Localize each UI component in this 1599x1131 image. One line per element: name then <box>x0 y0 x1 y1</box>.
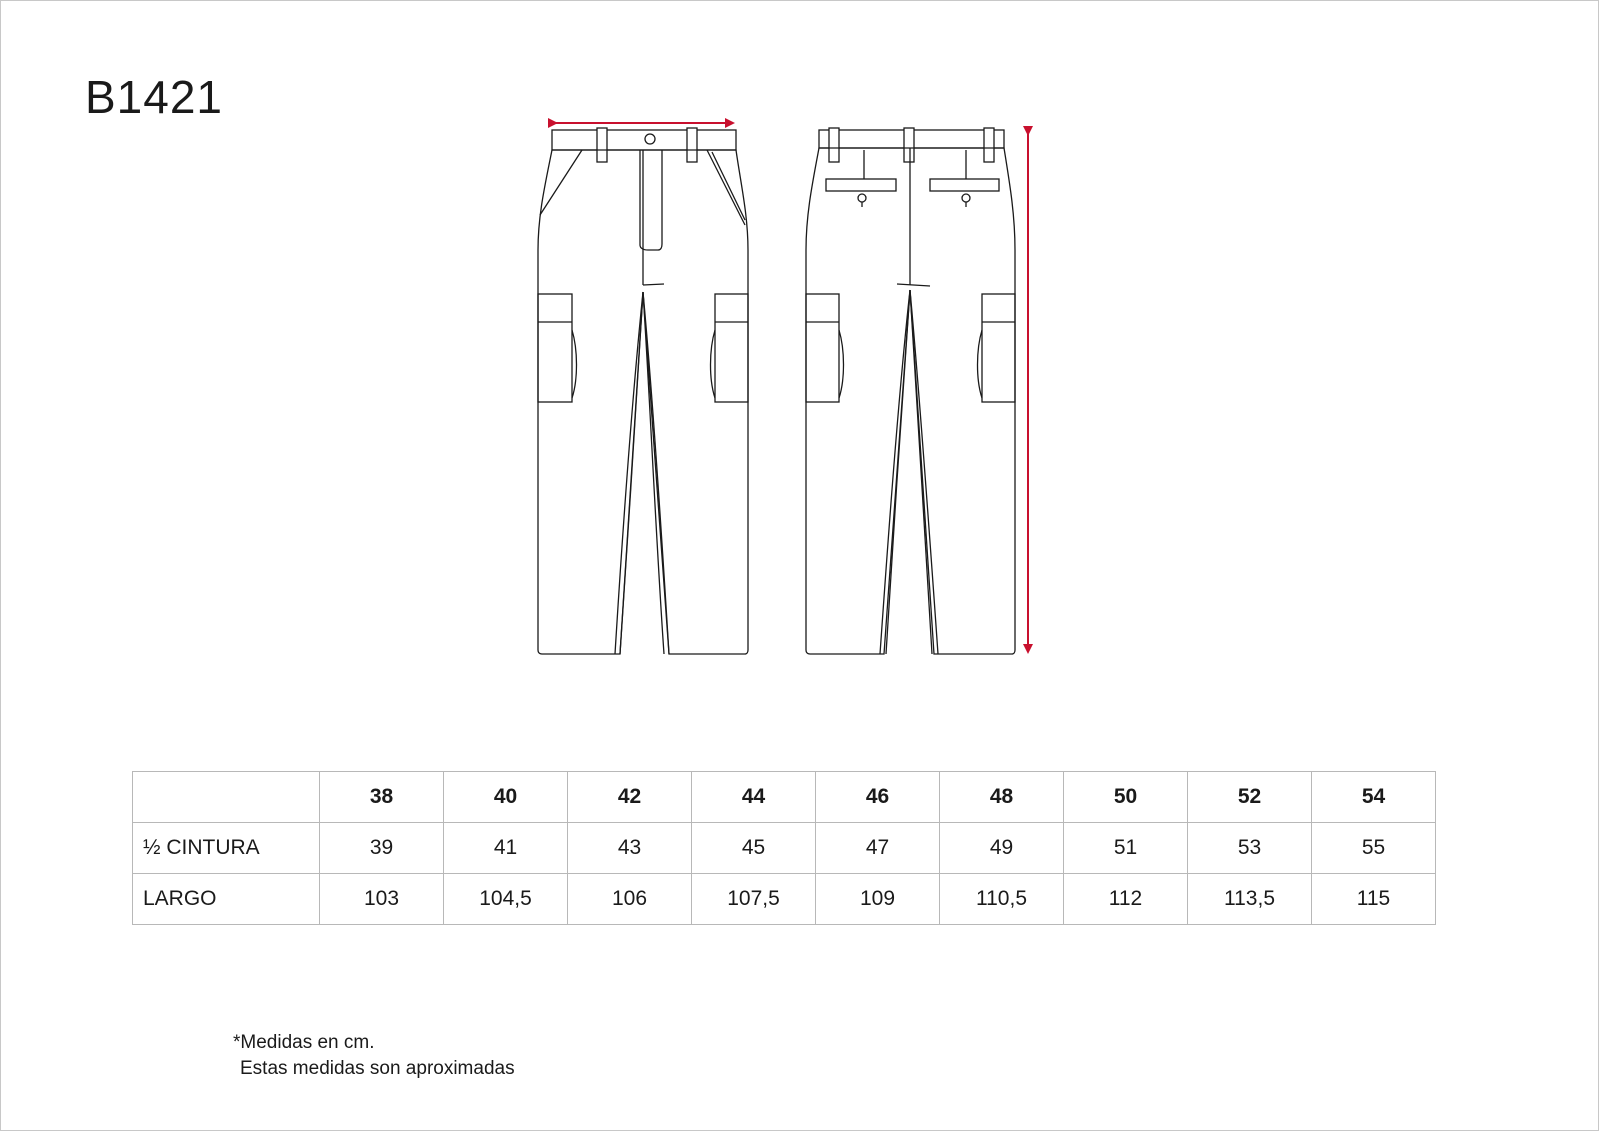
size-header: 52 <box>1188 772 1312 823</box>
front-pocket-left <box>540 150 582 215</box>
table-cell: 45 <box>692 823 816 874</box>
size-header: 50 <box>1064 772 1188 823</box>
back-cargo-pocket-left <box>806 294 839 402</box>
cargo-pocket-right <box>715 294 748 402</box>
table-cell: 106 <box>568 874 692 925</box>
back-cargo-pocket-right <box>982 294 1015 402</box>
belt-loop <box>829 128 839 162</box>
units-note: *Medidas en cm. <box>233 1032 375 1053</box>
table-cell: 53 <box>1188 823 1312 874</box>
size-header: 40 <box>444 772 568 823</box>
table-cell: 104,5 <box>444 874 568 925</box>
row-label: LARGO <box>133 874 320 925</box>
table-cell: 107,5 <box>692 874 816 925</box>
belt-loop <box>597 128 607 162</box>
row-label: ½ CINTURA <box>133 823 320 874</box>
cargo-pocket-left <box>538 294 572 402</box>
size-header: 46 <box>816 772 940 823</box>
table-cell: 110,5 <box>940 874 1064 925</box>
table-cell: 115 <box>1312 874 1436 925</box>
table-cell: 47 <box>816 823 940 874</box>
back-welt-pocket-left <box>826 179 896 191</box>
front-pocket-right <box>707 150 745 225</box>
belt-loop <box>687 128 697 162</box>
trousers-back-view <box>806 128 1015 654</box>
back-welt-pocket-right <box>930 179 999 191</box>
table-cell: 49 <box>940 823 1064 874</box>
table-cell: 113,5 <box>1188 874 1312 925</box>
table-cell: 41 <box>444 823 568 874</box>
table-row <box>133 823 1436 874</box>
table-cell: 51 <box>1064 823 1188 874</box>
table-corner-cell <box>133 772 320 823</box>
table-cell: 112 <box>1064 874 1188 925</box>
table-cell: 103 <box>320 874 444 925</box>
table-cell: 109 <box>816 874 940 925</box>
belt-loop <box>904 128 914 162</box>
model-code: B1421 <box>85 71 224 123</box>
size-chart-table <box>132 771 1436 925</box>
trousers-front-view <box>538 128 748 654</box>
waist-button <box>645 134 655 144</box>
size-header: 54 <box>1312 772 1436 823</box>
size-header: 38 <box>320 772 444 823</box>
belt-loop <box>984 128 994 162</box>
front-waistband <box>552 130 736 150</box>
size-header: 44 <box>692 772 816 823</box>
table-cell: 55 <box>1312 823 1436 874</box>
size-header: 48 <box>940 772 1064 823</box>
table-cell: 43 <box>568 823 692 874</box>
table-row <box>133 874 1436 925</box>
back-pocket-button <box>962 194 970 202</box>
table-header-row <box>133 772 1436 823</box>
approximate-note: Estas medidas son aproximadas <box>240 1058 515 1079</box>
back-pocket-button <box>858 194 866 202</box>
size-header: 42 <box>568 772 692 823</box>
table-cell: 39 <box>320 823 444 874</box>
